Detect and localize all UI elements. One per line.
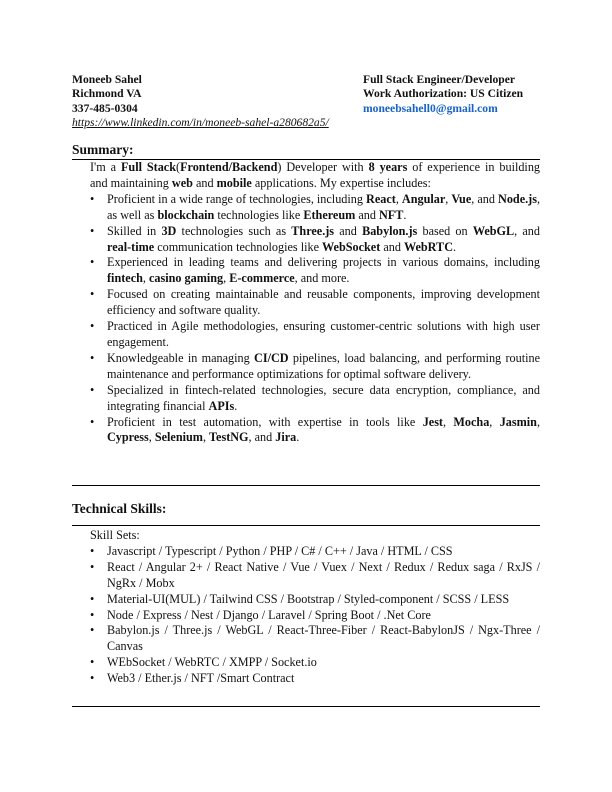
text-segment: Specialized in fintech-related technologies, secure data encryption, compliance, and integrating financial [107,382,540,413]
skills-body [90,528,540,687]
work-authorization: Work Authorization: US Citizen [363,87,524,101]
text-segment: pipelines, load balancing, and performing routine maintenance and performance optimizations for optimal software delivery. [107,350,540,381]
text-segment: , [202,430,210,445]
bold-text: mobile [216,175,252,190]
bold-text: real-time [107,239,155,254]
bold-text: APIs [208,398,235,413]
summary-intro [90,160,540,192]
text-segment: and [334,223,363,238]
text-segment: , and [471,191,499,206]
bold-text: web [171,175,193,190]
divider [72,706,540,707]
divider [72,525,540,526]
summary-bullet [90,287,540,319]
text-segment: , and [248,430,276,445]
text-segment: Practiced in Agile methodologies, ensuring customer-centric solutions with high user engagement. [107,319,540,349]
text-segment: communication technologies like [154,239,323,254]
text-segment: . [296,430,300,445]
bold-text: NFT [378,207,404,222]
text-segment: technologies such as [176,223,292,238]
skill-item: • Web3 / Ether.js / NFT /Smart Contract [90,671,540,687]
linkedin-link[interactable]: https://www.linkedin.com/in/moneeb-sahel-a280682a5/ [72,115,329,129]
text-segment: and [355,207,379,222]
bold-text: Ethereum [303,207,356,222]
bold-text: Selenium [154,430,203,445]
bold-text: WebRTC [403,239,453,254]
bold-text: Mocha [453,414,490,429]
text-segment: , [489,414,500,429]
text-segment: ) Developer with [277,160,369,174]
bold-text: blockchain [157,207,215,222]
bold-text: CI/CD [254,350,289,365]
text-segment: , [223,271,230,286]
text-segment: I'm a [90,160,121,174]
text-segment: Skilled in [107,223,162,238]
skill-item: • Material-UI(MUL) / Tailwind CSS / Bootstrap / Styled-component / SCSS / LESS [90,592,540,608]
bold-text: React [366,191,396,206]
skill-item: • Node / Express / Nest / Django / Laravel / Spring Boot / .Net Core [90,608,540,624]
text-segment: , [443,414,454,429]
text-segment: of experience in building and maintaining [90,160,541,190]
summary-bullet [90,319,540,351]
text-segment: , [445,191,452,206]
bold-text: E-commerce [229,271,295,286]
divider [72,485,540,486]
text-segment: , [395,191,402,206]
bold-text: Cypress [107,430,149,445]
summary-heading: Summary: [72,142,134,157]
skill-item: • React / Angular 2+ / React Native / Vue / Vuex / Next / Redux / Redux saga / RxJS / NgRx / Mobx [90,560,540,592]
bold-text: Jira [275,430,297,445]
text-segment: , [536,414,540,429]
skills-subheading: Skill Sets: [90,528,140,542]
text-segment: , and [514,223,540,238]
summary-bullet [90,351,540,383]
bold-text: WebSocket [322,239,381,254]
text-segment: . [234,398,238,413]
bold-text: Jasmin [499,414,537,429]
text-segment: and [192,175,217,190]
bold-text: 8 years [368,160,408,174]
text-segment: applications. My expertise includes: [251,175,431,190]
text-segment: , [142,271,149,286]
summary-bullet [90,224,540,256]
summary-bullet [90,192,540,224]
bold-text: 3D [161,223,177,238]
phone: 337-485-0304 [72,101,138,115]
bold-text: Frontend/Backend [180,160,278,174]
contact-right [363,73,523,116]
text-segment: Proficient in a wide range of technologies, including [107,191,367,206]
bold-text: Angular [401,191,446,206]
text-segment: . [453,239,457,254]
summary-bullet [90,415,540,447]
skill-item: • Javascript / Typescript / Python / PHP / C# / C++ / Java / HTML / CSS [90,544,540,560]
skills-heading: Technical Skills: [72,501,167,516]
job-title: Full Stack Engineer/Developer [363,73,515,86]
bold-text: Jest [422,414,443,429]
text-segment: technologies like [214,207,304,222]
bold-text: Three.js [291,223,335,238]
location: Richmond VA [72,87,142,101]
skill-item: • Babylon.js / Three.js / WebGL / React-Three-Fiber / React-BabylonJS / Ngx-Three / Canvas [90,623,540,655]
text-segment: ( [176,160,181,174]
bold-text: fintech [107,271,143,286]
email-link[interactable]: moneebsahell0@gmail.com [363,101,498,115]
bold-text: TestNG [209,430,249,445]
text-segment: Focused on creating maintainable and reusable components, improving development efficiency and software quality. [107,287,540,318]
skills-list [90,544,540,687]
text-segment: , as well as [107,191,540,222]
summary-body [90,160,540,446]
text-segment: . [403,207,407,222]
bold-text: Vue [451,191,472,206]
skill-item: • WEbSocket / WebRTC / XMPP / Socket.io [90,655,540,671]
candidate-name: Moneeb Sahel [72,73,142,86]
bold-text: Full Stack [120,160,176,174]
text-segment: Knowledgeable in managing [107,350,255,365]
summary-bullet [90,255,540,287]
summary-list [90,192,540,447]
bold-text: Babylon.js [362,223,418,238]
contact-left [72,73,329,130]
text-segment: , [148,430,155,445]
summary-bullet [90,383,540,415]
text-segment: based on [417,223,473,238]
text-segment: and [380,239,404,254]
bold-text: WebGL [472,223,515,238]
bold-text: Node.js [498,191,537,206]
text-segment: Experienced in leading teams and delivering projects in various domains, including [107,255,540,270]
bold-text: casino gaming [148,271,224,286]
text-segment: Proficient in test automation, with expertise in tools like [107,414,423,429]
text-segment: , and more. [294,271,350,286]
